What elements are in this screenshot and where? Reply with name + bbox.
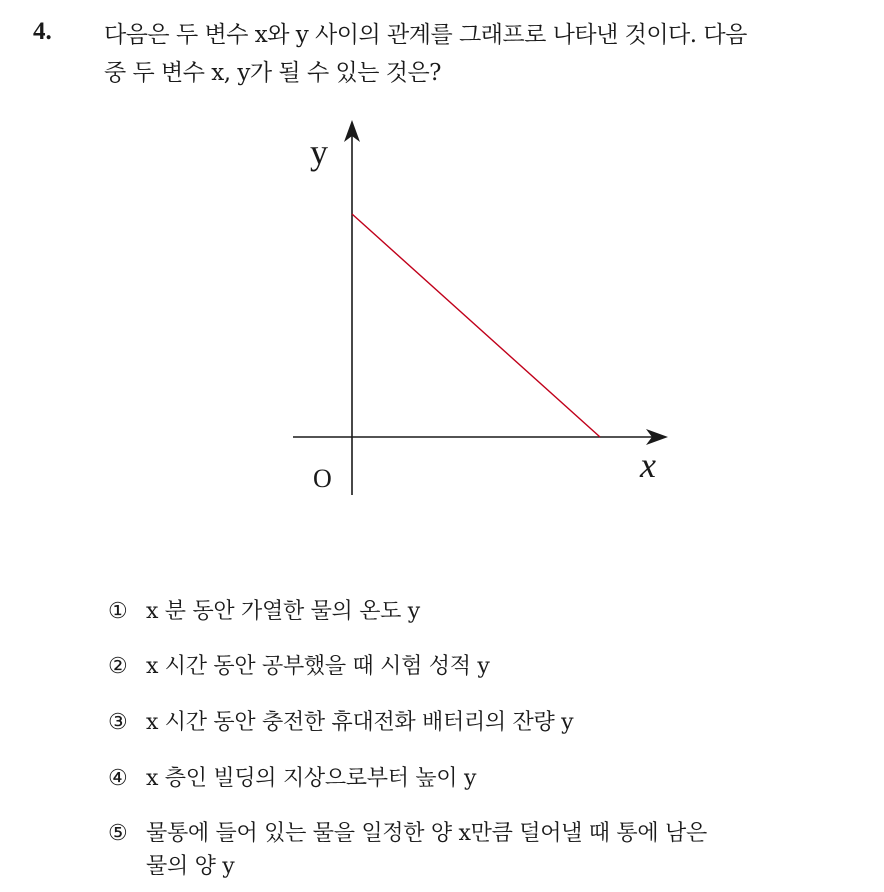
choice-4[interactable] (108, 761, 476, 792)
choice-5-mark: ⑤ (108, 821, 128, 846)
choice-3[interactable] (108, 705, 573, 736)
question-stem (104, 16, 874, 92)
choice-4-text: x 층인 빌딩의 지상으로부터 높이 y (146, 766, 477, 791)
choice-3-text: x 시간 동안 충전한 휴대전화 배터리의 잔량 y (146, 710, 574, 735)
question-number: 4. (33, 18, 52, 45)
graph (280, 112, 680, 502)
choice-2-text: x 시간 동안 공부했을 때 시험 성적 y (146, 654, 490, 679)
choice-5-text: 물통에 들어 있는 물을 일정한 양 x만큼 덜어낼 때 통에 남은 (146, 821, 707, 846)
choice-3-mark: ③ (108, 710, 128, 735)
choice-2[interactable] (108, 649, 489, 680)
x-axis-label: x (640, 445, 656, 485)
y-axis-label: y (310, 132, 328, 172)
question-stem-line-2: 중 두 변수 x, y가 될 수 있는 것은? (104, 60, 441, 86)
graph-line (352, 214, 600, 437)
origin-label: O (313, 464, 332, 493)
choice-1-mark: ① (108, 599, 128, 624)
choice-5-text-line-2: 물의 양 y (146, 854, 235, 879)
choice-5[interactable] (108, 816, 707, 887)
choice-1-text: x 분 동안 가열한 물의 온도 y (146, 599, 420, 624)
question-stem-line-1: 다음은 두 변수 x와 y 사이의 관계를 그래프로 나타낸 것이다. 다음 (104, 22, 747, 48)
choice-4-mark: ④ (108, 766, 128, 791)
choice-2-mark: ② (108, 654, 128, 679)
choice-1[interactable] (108, 594, 420, 625)
